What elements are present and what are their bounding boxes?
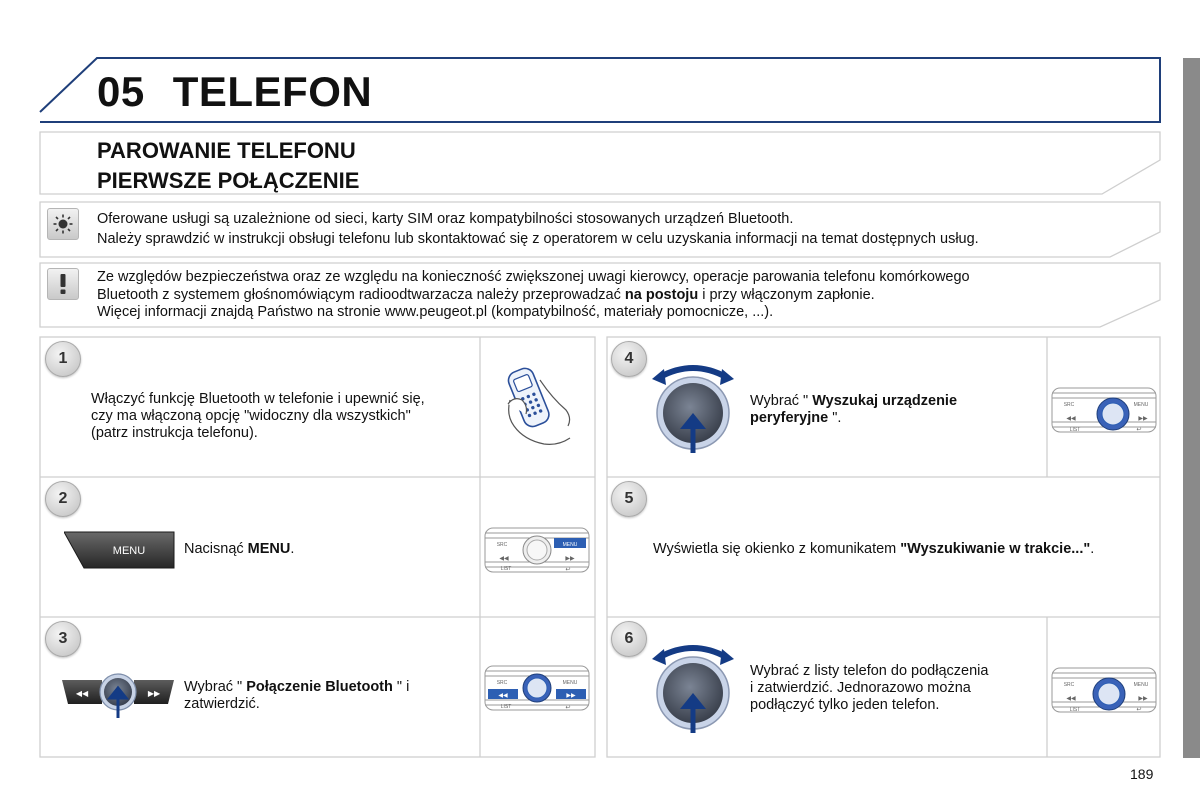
step-1-line-1: Włączyć funkcję Bluetooth w telefonie i upewnić się, xyxy=(91,391,425,407)
step-3-line-1 xyxy=(184,679,409,696)
step-6-text xyxy=(750,663,988,714)
section-number: 05 xyxy=(97,68,145,115)
step-4-badge: 4 xyxy=(611,341,647,377)
step-3-text xyxy=(184,679,409,713)
radio-panel-step-6 xyxy=(1049,658,1159,725)
step-3-text-bold: Połączenie Bluetooth xyxy=(246,679,393,695)
step-4-text-bold: Wyszukaj urządzenie xyxy=(812,393,958,409)
step-6-badge: 6 xyxy=(611,621,647,657)
subheading-line-2: PIERWSZE POŁĄCZENIE xyxy=(97,168,360,193)
radio-panel-list-label: LIST xyxy=(1069,707,1081,713)
step-2-text xyxy=(184,541,294,558)
step-2-text-a: Nacisnąć xyxy=(184,541,248,557)
radio-panel-list-label: LIST xyxy=(500,566,512,572)
rotary-knob-icon[interactable] xyxy=(648,635,738,735)
step-1-line-2: czy ma włączoną opcję "widoczny dla wszystkich" xyxy=(91,408,411,424)
warning-note-line-1: Ze względów bezpieczeństwa oraz ze względu na konieczność zwiększonej uwagi kierowcy, operacje parowania telefonu komórkowego xyxy=(97,269,970,285)
lightbulb-icon xyxy=(47,208,79,240)
radio-panel-step-4 xyxy=(1049,378,1159,445)
radio-panel-step-2 xyxy=(482,518,592,585)
step-5-text-a: Wyświetla się okienko z komunikatem xyxy=(653,541,901,557)
page-number: 189 xyxy=(1130,766,1154,782)
info-note-line-2: Należy sprawdzić w instrukcji obsługi telefonu lub skontaktować się z operatorem w celu uzyskania informacji na temat dostępnych usług. xyxy=(97,231,979,247)
svg-text:◀◀: ◀◀ xyxy=(499,555,509,562)
svg-text:▶▶: ▶▶ xyxy=(1138,695,1148,702)
svg-text:◀◀: ◀◀ xyxy=(75,689,89,698)
step-3-text-b: " i xyxy=(392,679,410,695)
svg-text:◀◀: ◀◀ xyxy=(1066,695,1076,702)
menu-button[interactable] xyxy=(64,530,176,570)
step-5-text xyxy=(653,541,1094,558)
radio-panel-list-label: LIST xyxy=(500,704,512,710)
svg-text:▶▶: ▶▶ xyxy=(147,689,161,698)
subheading-line-1: PAROWANIE TELEFONU xyxy=(97,138,356,163)
step-1-badge: 1 xyxy=(45,341,81,377)
step-3-text-a: Wybrać " xyxy=(184,679,247,695)
step-2-text-bold: MENU xyxy=(247,541,291,557)
warning-note-text xyxy=(97,269,970,322)
page-title xyxy=(97,68,372,116)
step-3-badge: 3 xyxy=(45,621,81,657)
radio-panel-menu-label: MENU xyxy=(562,542,578,548)
warning-note-line-2 xyxy=(97,287,970,305)
step-5-badge: 5 xyxy=(611,481,647,517)
step-4-text xyxy=(750,393,957,427)
step-5-text-b: . xyxy=(1090,541,1095,557)
svg-text:↩: ↩ xyxy=(1136,426,1142,433)
step-2-badge: 2 xyxy=(45,481,81,517)
step-4-line-2-bold: peryferyjne xyxy=(750,410,829,426)
step-2-text-b: . xyxy=(290,541,295,557)
rotary-knob-icon[interactable] xyxy=(648,355,738,455)
section-title: TELEFON xyxy=(172,68,373,115)
svg-text:◀◀: ◀◀ xyxy=(1066,415,1076,422)
svg-text:▶▶: ▶▶ xyxy=(1138,415,1148,422)
radio-panel-src-label: SRC xyxy=(496,542,508,548)
step-1-line-3: (patrz instrukcja telefonu). xyxy=(91,425,258,441)
svg-text:◀◀: ◀◀ xyxy=(498,692,508,699)
step-1-text xyxy=(91,391,425,442)
warning-line-2-emphasis: na postoju xyxy=(624,286,699,303)
info-note-line-1: Oferowane usługi są uzależnione od sieci, karty SIM oraz kompatybilności stosowanych urządzeń Bluetooth. xyxy=(97,211,794,227)
radio-panel-menu-label: MENU xyxy=(1133,682,1149,688)
step-3-line-2: zatwierdzić. xyxy=(184,696,260,712)
step-6-line-1: Wybrać z listy telefon do podłączenia xyxy=(750,663,989,679)
phone-in-hand-icon xyxy=(500,360,580,450)
radio-panel-step-3 xyxy=(482,656,592,723)
radio-panel-menu-label: MENU xyxy=(562,680,578,686)
svg-text:↩: ↩ xyxy=(565,566,571,573)
step-5-text-bold: "Wyszukiwanie w trakcie..." xyxy=(900,541,1091,557)
warning-line-2-text-end: i przy włączonym zapłonie. xyxy=(698,286,875,303)
step-4-line-2-text: ". xyxy=(828,410,842,426)
exclamation-icon xyxy=(47,268,79,300)
svg-text:↩: ↩ xyxy=(1136,706,1142,713)
svg-text:↩: ↩ xyxy=(565,704,571,711)
step-4-text-a: Wybrać " xyxy=(750,393,813,409)
seek-knob-control[interactable] xyxy=(58,668,178,724)
step-4-line-1 xyxy=(750,393,957,410)
radio-panel-src-label: SRC xyxy=(496,680,508,686)
radio-panel-src-label: SRC xyxy=(1063,682,1075,688)
step-6-line-3: podłączyć tylko jeden telefon. xyxy=(750,697,940,713)
svg-text:▶▶: ▶▶ xyxy=(566,692,576,699)
warning-note-line-3: Więcej informacji znajdą Państwo na stronie www.peugeot.pl (kompatybilność, materiały pomocnicze, ...). xyxy=(97,304,774,320)
warning-line-2-text: Bluetooth z systemem głośnomówiącym radioodtwarzacza należy przeprowadzać xyxy=(97,286,625,303)
step-4-line-2 xyxy=(750,410,957,427)
menu-button-label: MENU xyxy=(112,545,146,557)
info-note-text xyxy=(97,209,979,249)
step-6-line-2: i zatwierdzić. Jednorazowo można xyxy=(750,680,971,696)
radio-panel-menu-label: MENU xyxy=(1133,402,1149,408)
radio-panel-list-label: LIST xyxy=(1069,427,1081,433)
section-subheading xyxy=(97,136,359,196)
radio-panel-src-label: SRC xyxy=(1063,402,1075,408)
svg-text:▶▶: ▶▶ xyxy=(565,555,575,562)
